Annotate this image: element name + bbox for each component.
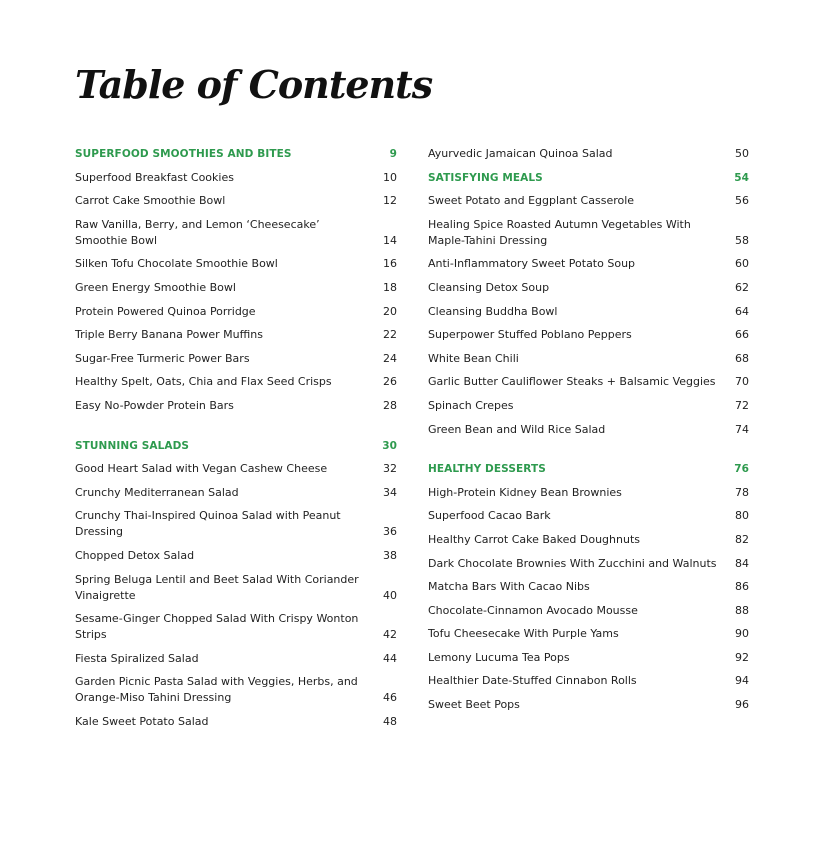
toc-entry[interactable]: [75, 714, 397, 730]
toc-entry[interactable]: [75, 461, 397, 477]
toc-entry[interactable]: [75, 193, 397, 209]
entry-title: Protein Powered Quinoa Porridge: [75, 304, 256, 318]
toc-entry[interactable]: [428, 579, 749, 595]
entry-title: High-Protein Kidney Bean Brownies: [428, 485, 622, 499]
page-number: 56: [735, 194, 749, 208]
page-number: 10: [383, 170, 397, 184]
page-number: 76: [734, 463, 749, 476]
entry-title: Superfood Cacao Bark: [428, 509, 551, 523]
page-number: 38: [383, 548, 397, 562]
toc-section-heading[interactable]: [75, 438, 397, 454]
page-number: 84: [735, 556, 749, 570]
entry-title: Triple Berry Banana Power Muffins: [75, 328, 263, 342]
entry-title: Kale Sweet Potato Salad: [75, 714, 209, 728]
page-number: 74: [735, 422, 749, 436]
page-number: 82: [735, 532, 749, 546]
section-spacer: [428, 445, 749, 461]
page-number: 66: [735, 328, 749, 342]
toc-entry[interactable]: [75, 485, 397, 501]
page-title: Table of Contents: [75, 62, 433, 107]
page-number: 9: [389, 148, 397, 160]
toc-entry[interactable]: [428, 422, 749, 438]
page-number: 72: [735, 398, 749, 412]
section-title: SATISFYING MEALS: [428, 171, 543, 184]
page-number: 14: [383, 233, 397, 247]
toc-entry[interactable]: [428, 398, 749, 414]
toc-entry[interactable]: [75, 548, 397, 564]
entry-title: Healthy Spelt, Oats, Chia and Flax Seed Crisps: [75, 375, 332, 389]
toc-entry[interactable]: [428, 327, 749, 343]
entry-title: Green Bean and Wild Rice Salad: [428, 422, 606, 436]
page-number: 44: [383, 651, 397, 665]
toc-entry[interactable]: [428, 304, 749, 320]
page-number: 90: [735, 627, 749, 641]
toc-entry[interactable]: [75, 280, 397, 296]
page-number: 46: [383, 691, 397, 705]
entry-title: Cleansing Buddha Bowl: [428, 304, 558, 318]
toc-entry[interactable]: [428, 650, 749, 666]
entry-title: Sweet Potato and Eggplant Casserole: [428, 194, 635, 208]
entry-title: Matcha Bars With Cacao Nibs: [428, 580, 590, 594]
page-number: 36: [383, 525, 397, 539]
section-title: SUPERFOOD SMOOTHIES AND BITES: [75, 148, 292, 160]
page-number: 58: [735, 233, 749, 247]
entry-title: Sugar-Free Turmeric Power Bars: [75, 351, 250, 365]
toc-entry[interactable]: [428, 673, 749, 689]
toc-right-column: [428, 146, 749, 721]
toc-entry[interactable]: [75, 611, 397, 643]
page-number: 96: [735, 698, 749, 712]
entry-title: Carrot Cake Smoothie Bowl: [75, 194, 226, 208]
entry-title: Silken Tofu Chocolate Smoothie Bowl: [75, 257, 278, 271]
entry-title: Garden Picnic Pasta Salad with Veggies, Herbs, and Orange-Miso Tahini Dressing: [75, 675, 358, 705]
toc-entry[interactable]: [428, 374, 749, 390]
entry-title: Spinach Crepes: [428, 398, 514, 412]
toc-entry[interactable]: [428, 508, 749, 524]
page-number: 40: [383, 588, 397, 602]
page-number: 64: [735, 304, 749, 318]
entry-title: Superfood Breakfast Cookies: [75, 170, 234, 184]
toc-left-column: [75, 146, 397, 737]
page-number: 70: [735, 375, 749, 389]
section-title: HEALTHY DESSERTS: [428, 463, 546, 476]
page-number: 20: [383, 304, 397, 318]
entry-title: Tofu Cheesecake With Purple Yams: [428, 627, 619, 641]
entry-title: Dark Chocolate Brownies With Zucchini and Walnuts: [428, 556, 717, 570]
entry-title: Lemony Lucuma Tea Pops: [428, 650, 570, 664]
page-number: 88: [735, 603, 749, 617]
page-number: 78: [735, 485, 749, 499]
page-number: 16: [383, 257, 397, 271]
toc-entry[interactable]: [75, 351, 397, 367]
toc-entry[interactable]: [428, 485, 749, 501]
toc-entry[interactable]: [428, 351, 749, 367]
page-number: 18: [383, 280, 397, 294]
page-number: 30: [382, 439, 397, 452]
entry-title: Healthy Carrot Cake Baked Doughnuts: [428, 532, 640, 546]
page-number: 50: [735, 147, 749, 160]
entry-title: Garlic Butter Cauliflower Steaks + Balsamic Veggies: [428, 375, 716, 389]
page-number: 32: [383, 462, 397, 476]
entry-title: Sesame-Ginger Chopped Salad With Crispy Wonton Strips: [75, 612, 359, 642]
page-number: 86: [735, 580, 749, 594]
toc-section-heading[interactable]: [428, 461, 749, 477]
toc-section-heading[interactable]: [428, 170, 749, 186]
page-number: 68: [735, 351, 749, 365]
page-number: 12: [383, 194, 397, 208]
entry-title: Easy No-Powder Protein Bars: [75, 398, 234, 412]
toc-section-heading[interactable]: [75, 146, 397, 162]
toc-entry[interactable]: [428, 626, 749, 642]
toc-entry[interactable]: [75, 508, 397, 540]
page-number: 34: [383, 485, 397, 499]
toc-entry[interactable]: [75, 170, 397, 186]
toc-entry[interactable]: [75, 674, 397, 706]
toc-entry[interactable]: [75, 651, 397, 667]
entry-title: Chocolate-Cinnamon Avocado Mousse: [428, 603, 638, 617]
toc-entry[interactable]: [428, 146, 749, 162]
section-spacer: [75, 422, 397, 438]
entry-title: Healthier Date-Stuffed Cinnabon Rolls: [428, 674, 637, 688]
toc-entry[interactable]: [428, 217, 749, 249]
page-number: 94: [735, 674, 749, 688]
page-number: 22: [383, 328, 397, 342]
toc-entry[interactable]: [75, 304, 397, 320]
toc-entry[interactable]: [75, 374, 397, 390]
entry-title: Chopped Detox Salad: [75, 548, 195, 562]
toc-entry[interactable]: [428, 193, 749, 209]
entry-title: Crunchy Thai-Inspired Quinoa Salad with Peanut Dressing: [75, 509, 341, 539]
entry-title: Healing Spice Roasted Autumn Vegetables With Maple-Tahini Dressing: [428, 217, 691, 247]
toc-entry[interactable]: [428, 532, 749, 548]
entry-title: Cleansing Detox Soup: [428, 280, 550, 294]
entry-title: Ayurvedic Jamaican Quinoa Salad: [428, 147, 613, 160]
toc-entry[interactable]: [428, 280, 749, 296]
page-number: 60: [735, 257, 749, 271]
entry-title: Anti-Inflammatory Sweet Potato Soup: [428, 257, 636, 271]
page-number: 24: [383, 351, 397, 365]
page-number: 54: [734, 171, 749, 184]
entry-title: Crunchy Mediterranean Salad: [75, 485, 239, 499]
entry-title: Green Energy Smoothie Bowl: [75, 280, 236, 294]
toc-entry[interactable]: [75, 398, 397, 414]
entry-title: Good Heart Salad with Vegan Cashew Cheese: [75, 462, 328, 476]
toc-entry[interactable]: [428, 556, 749, 572]
section-title: STUNNING SALADS: [75, 439, 190, 452]
entry-title: White Bean Chili: [428, 351, 519, 365]
toc-entry[interactable]: [428, 697, 749, 713]
page-number: 62: [735, 280, 749, 294]
toc-entry[interactable]: [428, 603, 749, 619]
toc-entry[interactable]: [75, 572, 397, 604]
toc-entry[interactable]: [75, 217, 397, 249]
toc-entry[interactable]: [428, 256, 749, 272]
entry-title: Fiesta Spiralized Salad: [75, 651, 199, 665]
entry-title: Superpower Stuffed Poblano Peppers: [428, 328, 632, 342]
page-number: 48: [383, 714, 397, 728]
entry-title: Sweet Beet Pops: [428, 698, 520, 712]
page-number: 26: [383, 375, 397, 389]
page-number: 42: [383, 628, 397, 642]
toc-entry[interactable]: [75, 327, 397, 343]
toc-entry[interactable]: [75, 256, 397, 272]
page-number: 92: [735, 650, 749, 664]
page-number: 28: [383, 398, 397, 412]
entry-title: Spring Beluga Lentil and Beet Salad With Coriander Vinaigrette: [75, 572, 359, 602]
entry-title: Raw Vanilla, Berry, and Lemon ‘Cheesecake’ Smoothie Bowl: [75, 217, 320, 247]
page-number: 80: [735, 509, 749, 523]
